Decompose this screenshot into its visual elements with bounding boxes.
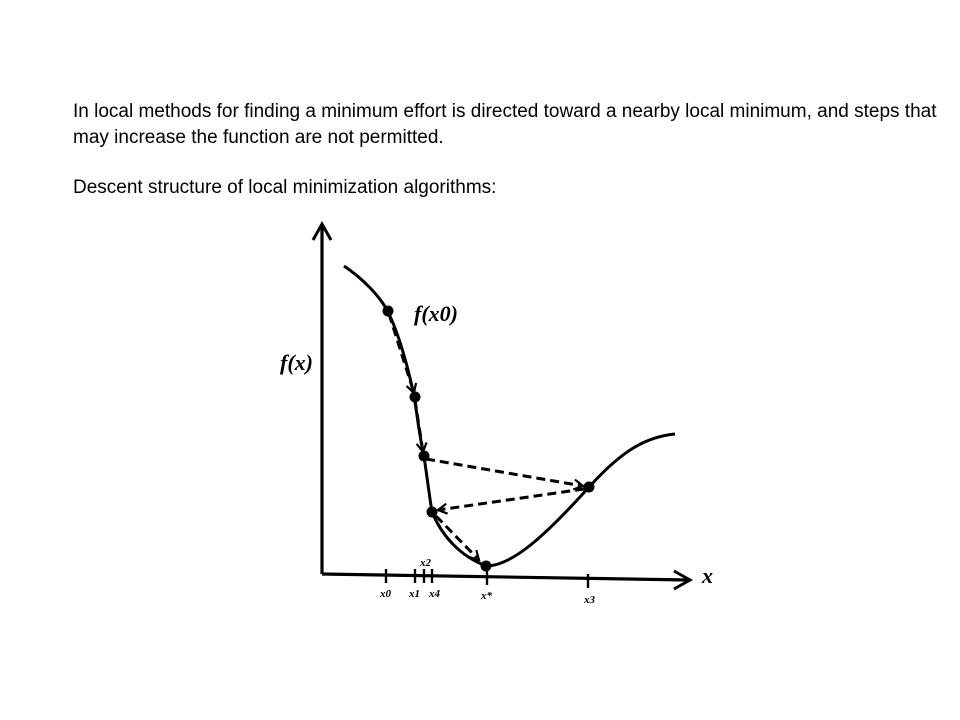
- function-curve: [344, 266, 675, 566]
- x-axis-label: x: [702, 563, 713, 588]
- point-x4: [427, 507, 438, 518]
- step-arrow-x2-x3: [426, 459, 583, 486]
- tick-label-x4: x4: [429, 588, 440, 600]
- tick-label-x1: x1: [409, 588, 420, 600]
- point-x3: [584, 482, 595, 493]
- tick-label-x0: x0: [380, 588, 391, 600]
- point-x1: [410, 392, 421, 403]
- tick-label-x2: x2: [420, 557, 431, 569]
- point-xstar: [481, 561, 492, 572]
- step-arrow-x3-x4: [438, 489, 584, 510]
- tick-label-x3: x3: [584, 594, 595, 606]
- point-x2: [419, 451, 430, 462]
- intro-paragraph: In local methods for finding a minimum effort is directed toward a nearby local minimum, and steps that may increase the function are not permitted.: [73, 101, 937, 148]
- tick-label-xstar: x*: [481, 590, 492, 602]
- y-axis-label: f(x): [280, 350, 313, 375]
- section-heading: Descent structure of local minimization algorithms:: [73, 177, 497, 198]
- x-axis: [322, 574, 688, 580]
- point-label-f-x0: f(x0): [414, 301, 458, 326]
- step-arrow-x4-xstar: [436, 516, 479, 560]
- point-x0: [383, 306, 394, 317]
